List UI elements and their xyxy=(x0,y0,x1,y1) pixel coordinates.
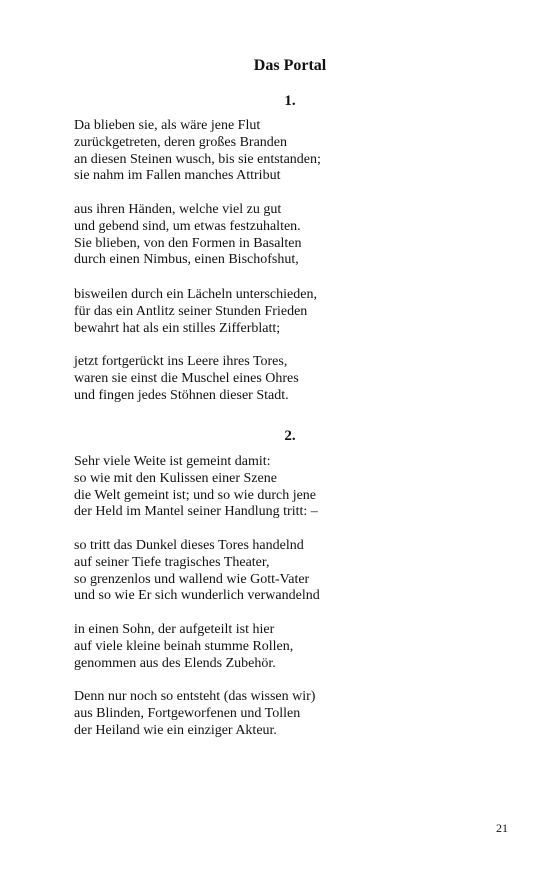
verse-line: in einen Sohn, der aufgeteilt ist hier xyxy=(74,622,275,637)
verse-line: und so wie Er sich wunderlich verwandelnd xyxy=(74,588,320,604)
verse-line: aus ihren Händen, welche viel zu gut xyxy=(74,202,282,217)
verse-line: sie nahm im Fallen manches Attribut xyxy=(74,168,281,184)
verse-line: jetzt fortgerückt ins Leere ihres Tores, xyxy=(74,354,288,369)
verse-line: auf seiner Tiefe tragisches Theater, xyxy=(74,554,270,570)
verse-line: durch einen Nimbus, einen Bischofshut, xyxy=(74,252,299,268)
stanza-1-3 xyxy=(74,287,317,337)
verse-line: so grenzenlos und wallend wie Gott-Vater xyxy=(74,571,310,587)
stanza-2-4 xyxy=(74,689,315,739)
stanza-2-1 xyxy=(74,454,318,521)
stanza-2-3 xyxy=(74,622,293,672)
verse-line: Da blieben sie, als wäre jene Flut xyxy=(74,118,261,133)
verse-line: bewahrt hat als ein stilles Zifferblatt; xyxy=(74,320,281,336)
section-number-2: 2. xyxy=(284,428,296,444)
verse-line: die Welt gemeint ist; und so wie durch jene xyxy=(74,487,317,503)
verse-line: und gebend sind, um etwas festzuhalten. xyxy=(74,218,301,234)
verse-line: an diesen Steinen wusch, bis sie entstanden; xyxy=(74,151,321,167)
verse-line: Denn nur noch so entsteht (das wissen wir) xyxy=(74,689,316,704)
stanza-1-2 xyxy=(74,202,301,269)
section-number-1: 1. xyxy=(284,93,296,109)
verse-line: der Held im Mantel seiner Handlung tritt: – xyxy=(74,504,318,520)
verse-line: waren sie einst die Muschel eines Ohres xyxy=(74,370,299,386)
poem-title: Das Portal xyxy=(253,57,327,74)
stanza-1-4 xyxy=(74,354,299,404)
verse-line: und fingen jedes Stöhnen dieser Stadt. xyxy=(74,387,289,403)
verse-line: für das ein Antlitz seiner Stunden Frieden xyxy=(74,303,308,319)
page-number: 21 xyxy=(496,821,508,835)
verse-line: auf viele kleine beinah stumme Rollen, xyxy=(74,638,294,654)
verse-line: so wie mit den Kulissen einer Szene xyxy=(74,470,277,486)
stanza-1-1 xyxy=(74,118,321,185)
verse-line: Sie blieben, von den Formen in Basalten xyxy=(74,235,302,251)
stanza-2-2 xyxy=(74,538,320,605)
verse-line: genommen aus des Elends Zubehör. xyxy=(74,655,276,671)
verse-line: so tritt das Dunkel dieses Tores handelnd xyxy=(74,538,304,553)
verse-line: bisweilen durch ein Lächeln unterschieden, xyxy=(74,287,317,302)
verse-line: aus Blinden, Fortgeworfenen und Tollen xyxy=(74,705,301,721)
verse-line: der Heiland wie ein einziger Akteur. xyxy=(74,722,277,738)
verse-line: Sehr viele Weite ist gemeint damit: xyxy=(74,454,271,469)
verse-line: zurückgetreten, deren großes Branden xyxy=(74,134,288,150)
